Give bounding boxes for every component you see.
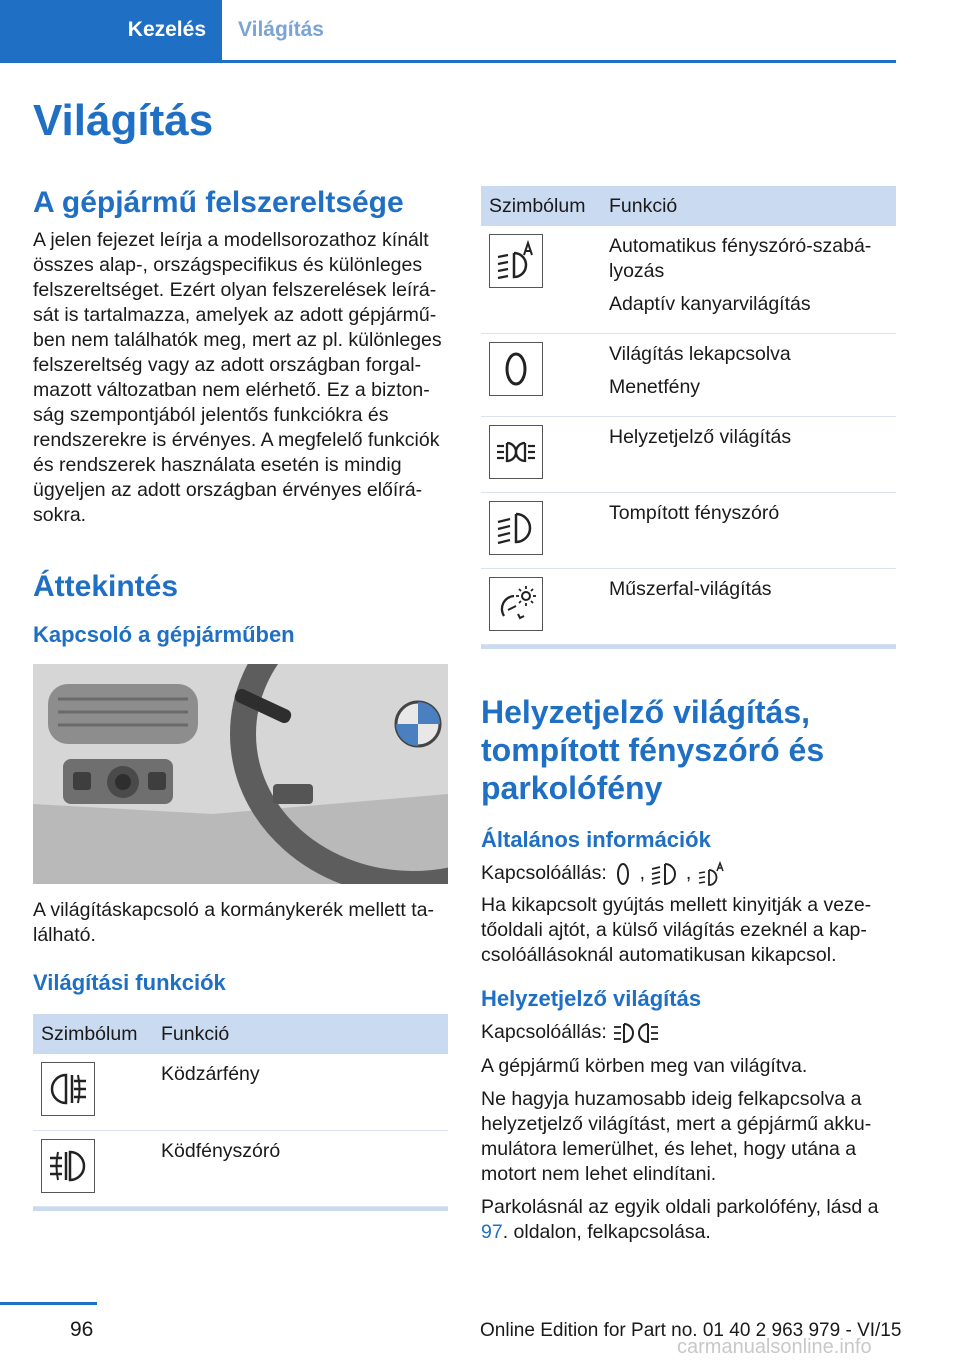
left-column <box>33 180 448 1211</box>
table-row <box>481 493 896 569</box>
parking-text-3: Parkolásnál az egyik oldali parkolófény, lásd a 97. oldalon, felkapcsolása. <box>481 1196 879 1243</box>
functions-heading: Világítási funkciók <box>33 970 226 995</box>
parking-text-1: A gépjármű körben meg van világítva. <box>481 1055 808 1077</box>
parking-light-heading: Helyzetjelző világítás <box>481 986 702 1011</box>
col-function-header: Funkció <box>601 186 896 226</box>
general-text: Ha kikapcsolt gyújtás mellett kinyitják a vezetőoldali ajtót, a külső világítás ezeknél a kapcsolóállásoknál automatikusan kikapcsol. <box>481 894 872 966</box>
table-end-bar <box>481 645 896 649</box>
table-row <box>481 569 896 645</box>
tab-vilagitas[interactable]: Világítás <box>238 18 324 41</box>
lights-off-icon <box>612 861 634 887</box>
equipment-text: A jelen fejezet leírja a modellsorozathoz kínált összes alap-, országspecifikus és különleges felszereltséget. Ezért olyan felszerelések leírását is tartalmazza, amelyek az adott gépjárműben nem találhatók meg, mert az pl. különleges felszereltség vagy az adott országban forgalmazott változatban nem elérhető. Ez a biztonság szempontjából jelentős funkciókra és rendszerekre is érvényes. A megfelelő funkciók és rendszerek használata esetén is mindig ügyeljen az adott országban érvényes előírásokra. <box>33 229 442 526</box>
parking-light-icon <box>612 1020 660 1046</box>
tab-kezeles[interactable]: Kezelés <box>0 0 222 60</box>
parking-text-2: Ne hagyja huzamosabb ideig felkapcsolva a helyzetjelző világítást, mert a gépjármű akkumulátora lemerülhet, és lehet, hogy utána a motort nem lehet elindítani. <box>481 1088 872 1185</box>
table-header-row <box>33 1014 448 1054</box>
switch-heading: Kapcsoló a gépjárműben <box>33 622 295 647</box>
header-divider <box>0 60 896 63</box>
auto-headlight-icon <box>697 861 727 887</box>
function-label: Helyzetjelző világítás <box>609 426 792 448</box>
table-end-bar <box>33 1207 448 1211</box>
function-label: Ködzárfény <box>161 1063 260 1085</box>
function-label: Műszerfal-világítás <box>609 578 772 600</box>
col-symbol-header: Szimbólum <box>481 186 601 226</box>
lights-off-icon <box>489 342 543 396</box>
table-row <box>33 1130 448 1206</box>
watermark-text: carmanualsonline.info <box>677 1336 872 1358</box>
equipment-heading: A gépjármű felszereltsége <box>33 186 404 219</box>
switch-positions-line: Kapcsolóállás: , , <box>481 861 896 887</box>
right-column <box>481 180 896 1245</box>
function-label: Tompított fényszóró <box>609 502 780 524</box>
switch-caption: A világításkapcsoló a kormánykerék mellett található. <box>33 899 435 946</box>
top-navigation <box>0 0 896 64</box>
parking-switch-label: Kapcsolóállás: <box>481 1021 607 1044</box>
table-row <box>481 334 896 417</box>
table-row <box>481 226 896 334</box>
function-label: Adaptív kanyarvilágítás <box>609 293 811 315</box>
page-title: Világítás <box>33 96 214 145</box>
page-number: 96 <box>70 1318 94 1341</box>
functions-table-left <box>33 1014 448 1207</box>
col-function-header: Funkció <box>153 1014 448 1054</box>
front-fog-light-icon <box>41 1139 95 1193</box>
switch-positions-label: Kapcsolóállás: <box>481 862 607 885</box>
page-reference-link[interactable]: 97 <box>481 1221 503 1243</box>
table-header-row <box>481 186 896 226</box>
auto-headlight-icon <box>489 234 543 288</box>
low-beam-icon <box>489 501 543 555</box>
light-switch-photo <box>33 664 448 884</box>
section-heading: Helyzetjelző világítás, tompított fényszóró és parkolófény <box>481 694 825 806</box>
edition-text: Online Edition for Part no. 01 40 2 963 979 - VI/15 <box>480 1320 902 1341</box>
rear-fog-light-icon <box>41 1062 95 1116</box>
function-label: Ködfényszóró <box>161 1139 281 1162</box>
instrument-lighting-icon <box>489 577 543 631</box>
low-beam-icon <box>650 861 680 887</box>
footer-divider <box>0 1302 97 1305</box>
functions-table-right <box>481 186 896 645</box>
table-row <box>481 417 896 493</box>
general-info-heading: Általános információk <box>481 827 711 852</box>
function-label: Világítás lekapcsolva <box>609 343 791 365</box>
function-label: Menetfény <box>609 376 701 398</box>
table-row <box>33 1054 448 1130</box>
function-label: Automatikus fényszóró-szabályozás <box>609 235 872 282</box>
dashboard-illustration <box>33 664 448 884</box>
parking-switch-line <box>481 1020 896 1046</box>
parking-light-icon <box>489 425 543 479</box>
overview-heading: Áttekintés <box>33 570 179 603</box>
col-symbol-header: Szimbólum <box>33 1014 153 1054</box>
